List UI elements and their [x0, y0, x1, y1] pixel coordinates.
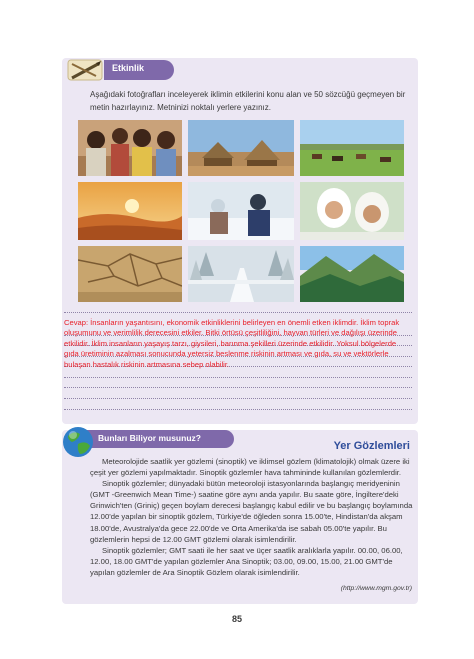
pencil-icon [66, 56, 104, 84]
answer-line [64, 398, 412, 399]
info-label: Bunları Biliyor musunuz? [98, 433, 201, 443]
info-paragraph: Sinoptik gözlemler; GMT saati ile her saat ve üçer saatlik aralıklarla yapılır. 00.00, 06.00, 12.00, 18.00 GMT'de yapılan gözlemler Ana Sinoptik; 03.00, 09.00, 15.00, 21.00 GMT'de yapılan gözlemler de Ara Sinoptik Gözlem olarak isimlendirilir. [90, 545, 403, 577]
photo-desert-sunset [78, 182, 182, 240]
answer-line [64, 409, 412, 410]
photo-headscarf-children [300, 182, 404, 240]
info-paragraph: Meteorolojide saatlik yer gözlemi (sinoptik) ve iklimsel gözlem (klimatolojik) olmak üzere iki çeşit yer gözlemi yapılmaktadır. Sinoptik gözlemler hava tahmininde kullanılan gözlemlerdir. [90, 457, 410, 478]
answer-line [64, 312, 412, 313]
source-link: (http://www.mgm.gov.tr) [340, 585, 412, 592]
photo-mountain-forest [300, 246, 404, 302]
answer-line [64, 377, 412, 378]
photo-snow-people [188, 182, 294, 240]
page-number: 85 [231, 614, 242, 624]
globe-icon [60, 424, 96, 460]
answer-text: Cevap: İnsanların yaşantısını, ekonomik etkinliklerini belirleyen en önemli etken iklimdir. İklim toprak oluşumunu ve verimlilik derecesini etkiler. Bitki örtüsü çeşitliliğini, hayvan türleri ve dağılışı üzerinde etkilidir. İklim insanların yaşayış tarzı, giysileri, barınma şekilleri üzerinde etkilidir. Yoksul bölgelerde gıda üretiminin azalması sonucunda yetersiz beslenme riskinin artması ve gıda, su ve vektörlerle bulaşan hastalık riskinin artmasına sebep olabilir. [64, 318, 400, 369]
activity-instruction: Aşağıdaki fotoğrafları inceleyerek iklimin etkilerini konu alan ve 50 sözcüğü geçmeyen bir metin hazırlayınız. Metninizi noktalı yerlere yazınız. [90, 90, 406, 112]
photo-cracked-earth [78, 246, 182, 302]
info-title: Yer Gözlemleri [333, 440, 410, 452]
answer-line [64, 387, 412, 388]
info-paragraph: Sinoptik gözlemler; dünyadaki bütün meteoroloji istasyonlarında başlangıç meridyeninin (GMT -Greenwich Mean Time-) saatine göre aynı anda yapılır. Bu saate göre, İngiltere'deki Grinwich'ten (Griniç) geçen boylam derecesi başlangıç kabul edilir ve bu başlangıç boylamında 12.00'de yapılan bir sinoptik gözlem, Türkiye'de öğleden sonra 15.00'te, Hindistan'da akşam 18.00'de, Avustralya'da gece 22.00'de ve Orta Amerika'da ise sabah 05.00'te yapılır. Bu gözlemlerin hepsi de 12.00 GMT gözlemi olarak isimlendirilir. [90, 479, 413, 544]
photo-huts [188, 120, 294, 176]
photo-grassland-cattle [300, 120, 404, 176]
activity-label: Etkinlik [112, 63, 145, 73]
info-body [90, 456, 414, 578]
photo-snowy-road [188, 246, 294, 302]
photo-children [78, 120, 182, 176]
